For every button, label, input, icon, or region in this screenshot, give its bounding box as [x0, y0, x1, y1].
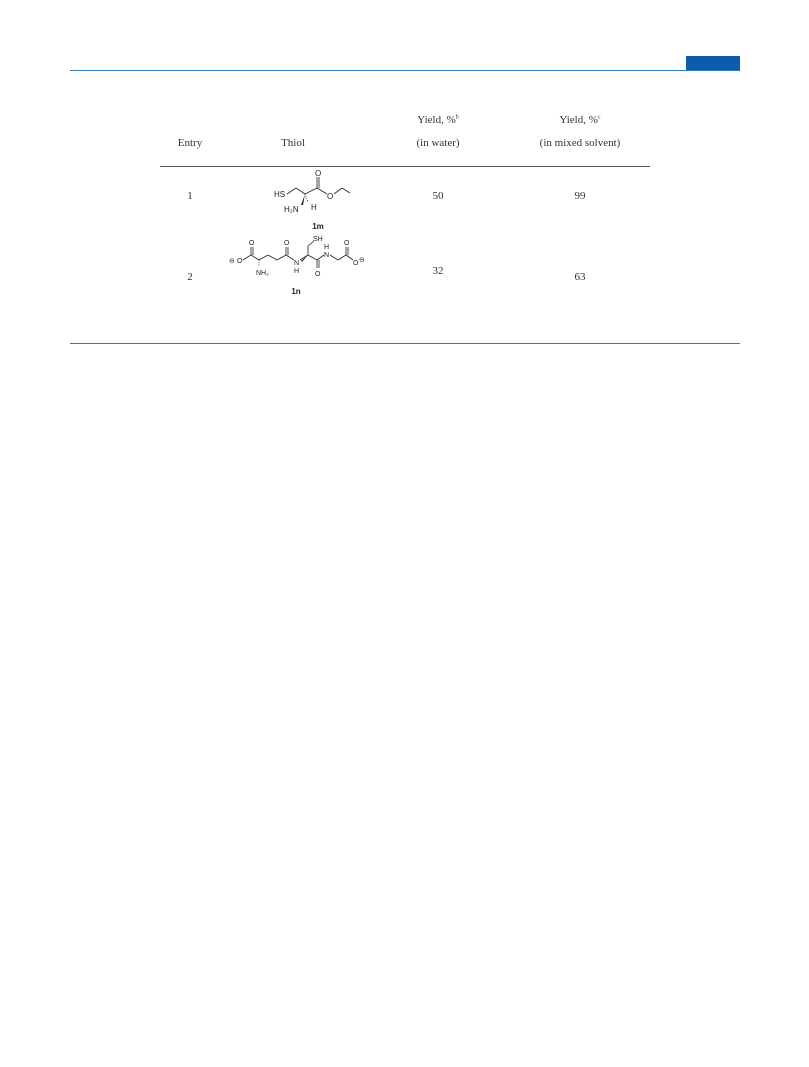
- row1-yield-mixed: 99: [574, 190, 586, 202]
- charge-minus-left: ⊖: [229, 258, 235, 265]
- row1-entry: 1: [187, 190, 193, 202]
- atom-nh2: H₂N: [284, 205, 299, 214]
- row2-entry: 2: [187, 271, 193, 283]
- col-header-yield-water: [388, 114, 488, 126]
- atom-n1: N: [294, 260, 300, 267]
- atom-o2: O: [249, 240, 255, 247]
- yield-water-label: Yield, %: [417, 114, 456, 126]
- atom-n2: N: [324, 252, 330, 259]
- col-header-yield-mixed: [520, 114, 640, 126]
- atom-o5: O: [344, 240, 350, 247]
- col-header-yield-mixed-sub: (in mixed solvent): [539, 137, 621, 149]
- atom-h2: H: [324, 244, 330, 251]
- col-header-entry: Entry: [177, 137, 203, 149]
- compound-label-1m: 1m: [312, 222, 324, 231]
- atom-o1: O: [237, 258, 243, 265]
- footnote-b: b: [455, 114, 459, 121]
- atom-sh: HS: [274, 190, 286, 199]
- col-header-yield-water-sub: (in water): [416, 137, 460, 149]
- row2-yield-mixed: 63: [574, 271, 586, 283]
- structure-1n: [228, 232, 373, 287]
- yield-mixed-label: Yield, %: [559, 114, 598, 126]
- atom-o3: O: [284, 240, 290, 247]
- charge-minus-right: ⊖: [359, 257, 365, 264]
- atom-o6: O: [353, 260, 359, 267]
- header-rule: [160, 166, 650, 167]
- row1-yield-water: 50: [432, 190, 444, 202]
- row2-yield-water: 32: [432, 265, 444, 277]
- atom-sh: SH: [313, 236, 323, 243]
- col-header-thiol: Thiol: [281, 137, 305, 149]
- bottom-rule: [70, 343, 740, 344]
- footnote-c: c: [597, 114, 601, 121]
- atom-nh2: NH₂: [256, 270, 269, 277]
- section-tab: [686, 56, 740, 71]
- atom-o-carbonyl: O: [315, 169, 322, 178]
- atom-o4: O: [315, 271, 321, 278]
- atom-h1: H: [294, 268, 300, 275]
- compound-label-1n: 1n: [291, 287, 301, 296]
- structure-1m: [262, 168, 362, 220]
- top-rule: [70, 70, 740, 71]
- atom-h: H: [311, 203, 317, 212]
- atom-o-ester: O: [327, 192, 334, 201]
